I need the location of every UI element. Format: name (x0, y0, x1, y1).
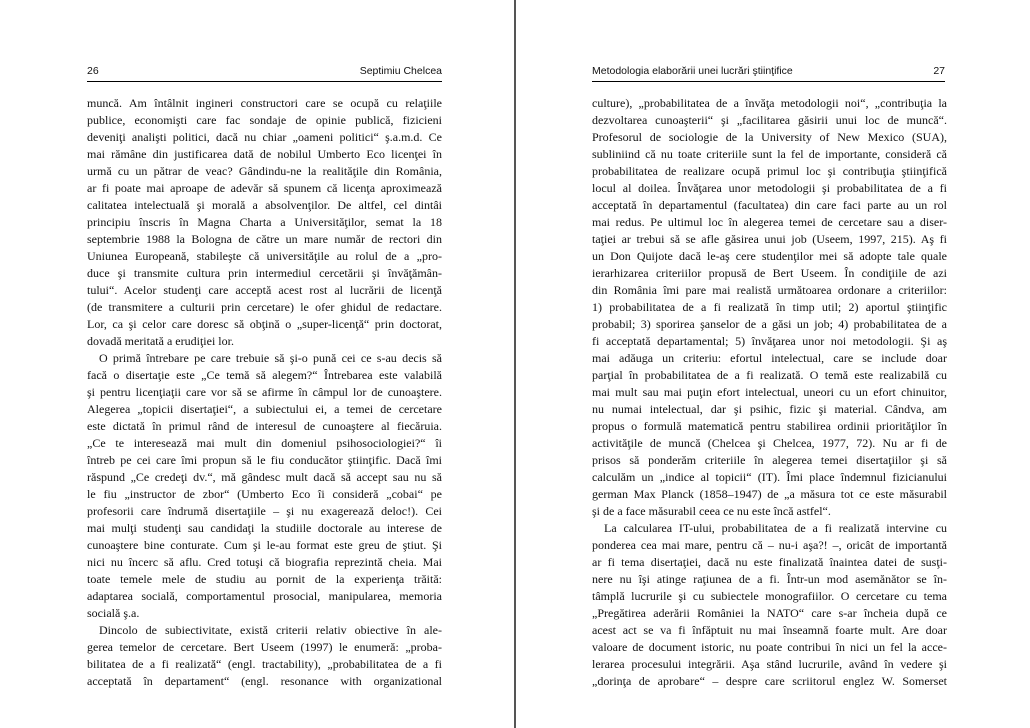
page-number: 27 (933, 65, 945, 77)
text-line: Dincolo de subiectivitate, există criterii relativ obiective în ale- (99, 623, 442, 637)
text-line: La calcularea IT-ului, probabilitatea de a fi realizată intervine cu (604, 521, 947, 535)
text-line: O primă întrebare pe care trebuie să şi-o pună cei ce s-au decis să (99, 351, 442, 365)
text-line: este dictată în primul rând de interesul de cunoaştere al fiecăruia. (87, 419, 442, 433)
text-line: răspund „Ce credeţi dv.“, mă gândesc mult dacă să accept sau nu să (87, 470, 442, 484)
right-page-body (592, 95, 947, 690)
text-line: tâmplă lucrurile şi cu subiectele monografiilor. O cercetare cu tema (592, 589, 947, 603)
text-line: principiu înscris în Magna Charta a Universităţilor, semat la 18 (87, 215, 442, 229)
text-line: profesorii care îndrumă disertaţiile – şi nu exagerează deloc!). Cei (87, 504, 442, 518)
text-line: şi de a face măsurabil ceea ce nu este încă astfel“. (592, 504, 831, 518)
text-line: mai adăuga un criteriu: efortul intelectual, care se include doar (592, 351, 947, 365)
text-line: locul al doilea. Învăţarea unor metodologii şi probabilitatea de a fi (592, 181, 947, 195)
text-line: dovadă meritată a erudiţiei lor. (87, 334, 234, 348)
page-number: 26 (87, 65, 99, 77)
right-page (515, 0, 1030, 728)
left-page-header (87, 61, 442, 82)
text-line: valoare de document istoric, nu poate contribui în nici un fel la acce- (592, 640, 947, 654)
text-line: acceptată în departament“ (engl. resonance with organizational (87, 674, 442, 688)
text-line: lerarea procesului integrării. Aşa stând lucrurile, având în vedere şi (592, 657, 947, 671)
text-line: muncă. Am întâlnit ingineri constructori care se ocupă cu relaţiile (87, 96, 442, 110)
text-line: toate temele mele de studiu au pornit de la experienţa trăită: (87, 572, 442, 586)
text-line: Uniunea Europeană, stabileşte că universităţile au rolul de a „pro- (87, 249, 442, 263)
text-line: fi acceptată departamental; 5) învăţarea unor noi metodologii. Şi aş (592, 334, 947, 348)
text-line: publice, economişti care fac sondaje de opinie publică, fizicieni (87, 113, 442, 127)
text-line: gerea temelor de cercetare. Bert Useem (1997) le enumeră: „proba- (87, 640, 442, 654)
text-line: întreb pe cei care îmi propun să le fiu conducător ştiinţific. Dacă îmi (87, 453, 442, 467)
text-line: urmă cu un pătrar de veac? Gândindu-ne la realităţile din România, (87, 164, 442, 178)
text-line: socială ş.a. (87, 606, 140, 620)
text-line: din România îmi pare mai realistă următoarea ordonare a criteriilor: (592, 283, 947, 297)
text-line: septembrie 1988 la Bologna de către un mare număr de rectori din (87, 232, 442, 246)
text-line: ar fi tema disertaţiei, dacă nu este finalizată înaintea datei de susţi- (592, 555, 947, 569)
text-line: probabilitatea de realizare ocupă primul loc şi contribuţia ştiinţifică (592, 164, 947, 178)
text-line: cunoaştere bine conturate. Cum şi le-au format este greu de ştiut. Şi (87, 538, 442, 552)
text-line: ponderea cea mai mare, pentru că – nu-i aşa?! –, oricât de importantă (592, 538, 947, 552)
text-line: acest act se va fi înfăptuit nu mai înseamnă foarte mult. Are doar (592, 623, 947, 637)
text-line: culture), „probabilitatea de a învăţa metodologii noi“, „contribuţia la (592, 96, 947, 110)
text-line: nere nu îşi atinge raţiunea de a fi. Într-un mod asemănător se în- (592, 572, 947, 586)
text-line: acceptată în departamentul (facultatea) din care faci parte au un rol (592, 198, 947, 212)
text-line: nici nu încerc să aflu. Cred totuşi că biografia reprezintă cheia. Mai (87, 555, 442, 569)
text-line: deveniţi analişti politici, dacă nu chiar „oameni politici“ ş.a.m.d. Ce (87, 130, 442, 144)
text-line: bilitatea de a fi realizată“ (engl. tractability), „probabilitatea de a fi (87, 657, 442, 671)
text-line: ar fi poate mai aproape de adevăr să spunem că licenţa aproximează (87, 181, 442, 195)
text-line: Lor, ca şi celor care doresc să obţină o „super-licenţă“ prin doctorat, (87, 317, 442, 331)
text-line: (de transmitere a culturii prin cercetare) le ofer ghidul de redactare. (87, 300, 442, 314)
text-line: ierarhizarea criteriilor propusă de Bert Useem. În condiţiile de azi (592, 266, 947, 280)
text-line: calitatea intelectuală şi morală a absolvenţilor. De altfel, cel dintâi (87, 198, 442, 212)
text-line: mai redus. Pe ultimul loc în alegerea temei de cercetare sau a diser- (592, 215, 947, 229)
text-line: duce şi transmite cultura prin intermediul cercetării şi învăţămân- (87, 266, 442, 280)
text-line: un Don Quijote dacă le-aş cere studenţilor mei să adopte tale quale (592, 249, 947, 263)
text-line: parţial în probabilitatea de a fi realizată. O temă este realizabilă cu (592, 368, 947, 382)
text-line: „Pregătirea aderării României la NATO“ care s-ar încheia după ce (592, 606, 947, 620)
text-line: calculăm un „indice al topicii“ (IT). Îmi place îndemnul fizicianului (592, 470, 947, 484)
text-line: mai mult sau mai puţin efort intelectual, uneori cu un efort chinuitor, (592, 385, 947, 399)
text-line: tului“. Acelor studenţi care acceptă acest rost al lucrării de licenţă (87, 283, 442, 297)
text-line: german Max Planck (1858–1947) de „a măsura tot ce este măsurabil (592, 487, 947, 501)
text-line: taţiei ar trebui să se afle găsirea unui job (Useem, 1997, 215). Aş fi (592, 232, 947, 246)
text-line: prisos să ponderăm criteriile în alegerea temei disertaţiilor şi să (592, 453, 947, 467)
text-line: şi pentru licenţiaţii care vor să se afirme în câmpul lor de cunoaştere. (87, 385, 442, 399)
text-line: le fiu „instructor de zbor“ (Umberto Eco îi consideră „cobai“ pe (87, 487, 442, 501)
text-line: mai rămâne din justificarea dată de nobilul Umberto Eco licenţei în (87, 147, 442, 161)
text-line: dezvoltarea cunoaşterii“ şi „facilitarea găsirii unui loc de muncă“. (592, 113, 947, 127)
text-line: „dorinţa de aprobare“ – despre care scriitorul englez W. Somerset (592, 674, 947, 688)
text-line: Profesorul de sociologie de la University of New Mexico (SUA), (592, 130, 947, 144)
text-line: subliniind că nu toate criteriile sunt la fel de importante, consideră că (592, 147, 947, 161)
text-line: nu numai intelectual, dar şi psihic, fizic şi material. Cândva, am (592, 402, 947, 416)
running-head: Metodologia elaborării unei lucrări ştiinţifice (592, 65, 793, 77)
text-line: activităţile de muncă (Chelcea şi Chelcea, 1977, 72). Nu ar fi de (592, 436, 947, 450)
text-line: probabil; 3) sporirea şanselor de a găsi un job; 4) probabilitatea de a (592, 317, 947, 331)
text-line: mai mulţi studenţi sau candidaţi la studiile doctorale au interese de (87, 521, 442, 535)
right-page-header (592, 61, 945, 82)
text-line: „Ce te interesează mai mult din domeniul psihosociologiei?“ îi (87, 436, 442, 450)
text-line: propus o formulă matematică pentru stabilirea ordinii priorităţilor în (592, 419, 947, 433)
left-page-body (87, 95, 442, 690)
text-line: 1) probabilitatea de a fi realizată în timp util; 2) aportul ştiinţific (592, 300, 947, 314)
text-line: Alegerea „topicii disertaţiei“, a subiectului ei, a temei de cercetare (87, 402, 442, 416)
running-head: Septimiu Chelcea (359, 65, 442, 77)
text-line: facă o disertaţie este „Ce temă să alegem?“ Întrebarea este valabilă (87, 368, 442, 382)
text-line: adaptarea socială, comportamentul prosocial, manipularea, memoria (87, 589, 442, 603)
